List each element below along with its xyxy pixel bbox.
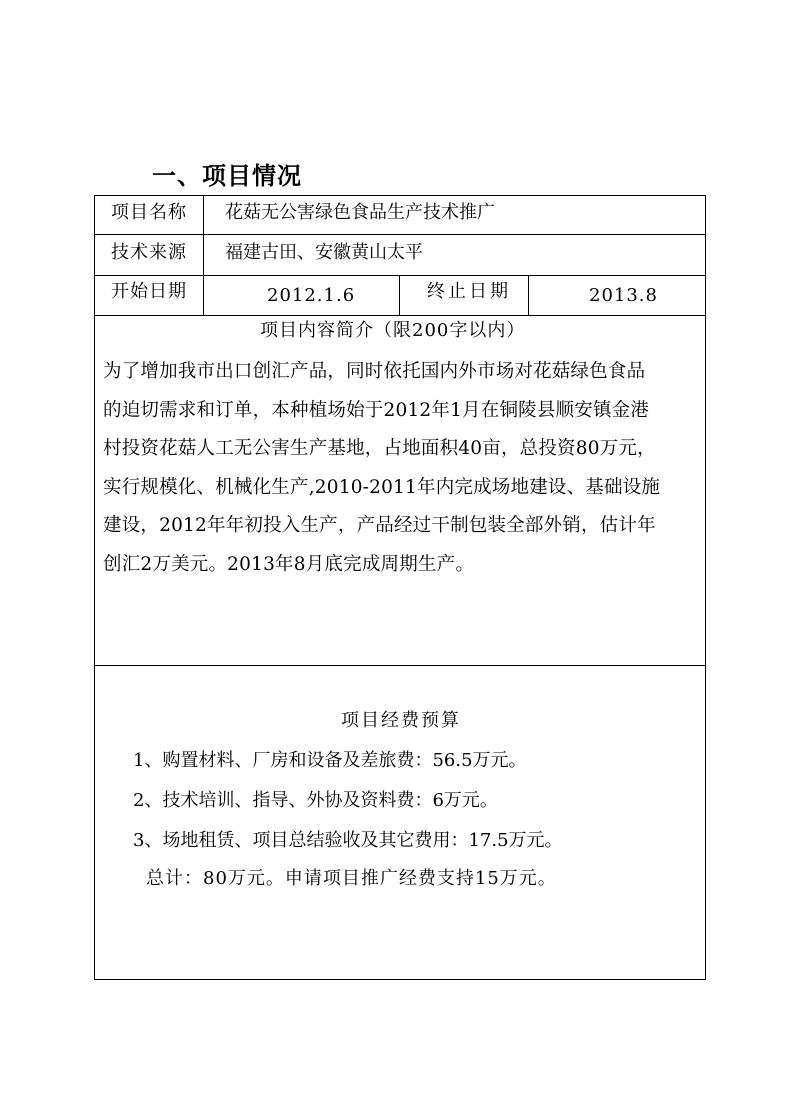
row-divider: [95, 275, 705, 276]
summary-title: 项目内容简介（限200字以内）: [260, 320, 526, 341]
row-divider: [95, 234, 705, 235]
summary-line: 建设，2012年年初投入生产，产品经过干制包装全部外销，估计年: [103, 515, 656, 537]
column-divider: [203, 196, 204, 315]
budget-item: 2、技术培训、指导、外协及资料费：6万元。: [133, 790, 498, 811]
row-divider: [95, 315, 705, 316]
summary-line: 村投资花菇人工无公害生产基地，占地面积40亩，总投资80万元，: [103, 438, 656, 460]
end-date-label: 终止日期: [427, 281, 511, 302]
summary-line: 的迫切需求和订单，本种植场始于2012年1月在铜陵县顺安镇金港: [103, 399, 650, 421]
budget-total: 总计：80万元。申请项目推广经费支持15万元。: [146, 868, 557, 889]
budget-title: 项目经费预算: [341, 710, 461, 731]
budget-item: 1、购置材料、厂房和设备及差旅费：56.5万元。: [133, 750, 527, 771]
summary-line: 为了增加我市出口创汇产品，同时依托国内外市场对花菇绿色食品: [103, 361, 646, 382]
column-divider: [528, 275, 529, 315]
project-info-table: [94, 195, 706, 980]
row-divider: [95, 665, 705, 666]
summary-line: 实行规模化、机械化生产,2010-2011年内完成场地建设、基础设施: [103, 476, 661, 498]
summary-line: 创汇2万美元。2013年8月底完成周期生产。: [103, 553, 475, 575]
start-date-value: 2012.1.6: [267, 285, 356, 306]
budget-item: 3、场地租赁、项目总结验收及其它费用：17.5万元。: [133, 830, 563, 851]
section-title: 一、项目情况: [152, 162, 302, 190]
tech-source-label: 技术来源: [111, 242, 187, 263]
column-divider: [399, 275, 400, 315]
summary-text: [103, 353, 703, 585]
project-name-label: 项目名称: [111, 202, 187, 223]
end-date-value: 2013.8: [589, 285, 658, 306]
tech-source-value: 福建古田、安徽黄山太平: [225, 242, 423, 263]
start-date-label: 开始日期: [111, 281, 187, 302]
project-name-value: 花菇无公害绿色食品生产技术推广: [225, 202, 495, 223]
